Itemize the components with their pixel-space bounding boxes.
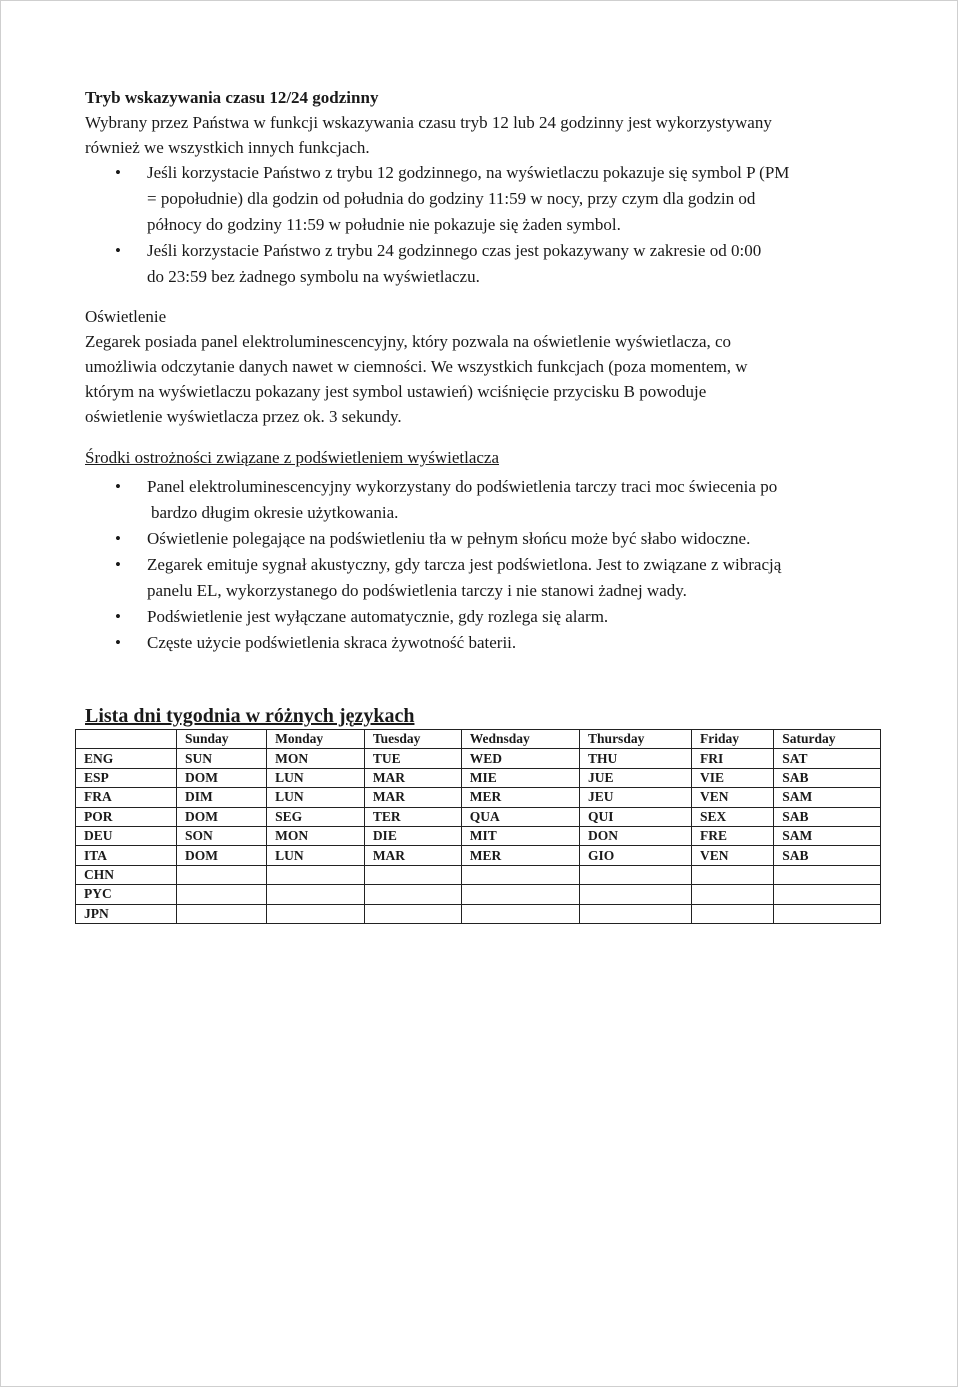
bullet-line: panelu EL, wykorzystanego do podświetlenia tarczy i nie stanowi żadnej wady.	[147, 581, 687, 600]
table-row	[76, 904, 881, 923]
table-cell: MON	[267, 826, 365, 845]
table-row	[76, 846, 881, 865]
table-cell: DOM	[177, 768, 267, 787]
table-cell: QUI	[580, 807, 692, 826]
table-cell	[580, 865, 692, 884]
bullet-line: Częste użycie podświetlenia skraca żywotność baterii.	[147, 633, 517, 652]
table-cell: SAB	[774, 846, 881, 865]
list-item	[85, 604, 885, 630]
list-item	[85, 474, 885, 526]
table-cell: MON	[267, 749, 365, 768]
table-row	[76, 865, 881, 884]
table-cell: SAT	[774, 749, 881, 768]
list-item	[85, 526, 885, 552]
table-cell: SEX	[691, 807, 773, 826]
table-cell: PYC	[76, 885, 177, 904]
section-title-lighting: Oświetlenie	[85, 307, 167, 326]
table-cell: VEN	[691, 846, 773, 865]
table-cell: MIT	[461, 826, 579, 845]
table-row	[76, 826, 881, 845]
table-cell: TUE	[364, 749, 461, 768]
table-cell	[461, 865, 579, 884]
section1-intro-line: Wybrany przez Państwa w funkcji wskazywania czasu tryb 12 lub 24 godzinny jest wykorzystywany	[85, 113, 772, 132]
table-cell: VIE	[691, 768, 773, 787]
bullet-icon: •	[115, 163, 121, 182]
table-cell	[267, 885, 365, 904]
section2-line: Zegarek posiada panel elektroluminescencyjny, który pozwala na oświetlenie wyświetlacza, co	[85, 332, 732, 351]
table-cell: ESP	[76, 768, 177, 787]
weekday-table-body	[76, 730, 881, 924]
table-cell	[364, 904, 461, 923]
table-cell	[177, 904, 267, 923]
bullet-icon: •	[115, 241, 121, 260]
table-header-cell: Thursday	[580, 730, 692, 749]
section2-line: którym na wyświetlaczu pokazany jest symbol ustawień) wciśnięcie przycisku B powoduje	[85, 382, 707, 401]
table-cell: FRA	[76, 788, 177, 807]
section-title-precautions: Środki ostrożności związane z podświetleniem wyświetlacza	[85, 448, 500, 467]
table-header-cell: Wednsday	[461, 730, 579, 749]
table-cell: MAR	[364, 788, 461, 807]
table-cell: MAR	[364, 768, 461, 787]
bullet-icon: •	[115, 607, 121, 626]
section-title-time-mode: Tryb wskazywania czasu 12/24 godzinny	[85, 88, 379, 107]
bullet-line: Panel elektroluminescencyjny wykorzystany do podświetlenia tarczy traci moc świecenia po	[147, 477, 778, 496]
table-cell: ITA	[76, 846, 177, 865]
table-cell: DIM	[177, 788, 267, 807]
bullet-line: Oświetlenie polegające na podświetleniu tła w pełnym słońcu może być słabo widoczne.	[147, 529, 751, 548]
table-row	[76, 788, 881, 807]
section1-intro-line: również we wszystkich innych funkcjach.	[85, 138, 370, 157]
table-header-cell: Friday	[691, 730, 773, 749]
table-cell: MER	[461, 846, 579, 865]
table-cell: DON	[580, 826, 692, 845]
list-item	[85, 238, 885, 290]
table-row	[76, 807, 881, 826]
table-header-cell	[76, 730, 177, 749]
document-body	[85, 85, 885, 656]
table-cell	[461, 904, 579, 923]
bullet-line: Jeśli korzystacie Państwo z trybu 24 godzinnego czas jest pokazywany w zakresie od 0:00	[147, 241, 762, 260]
table-cell	[267, 904, 365, 923]
table-cell: LUN	[267, 768, 365, 787]
bullet-icon: •	[115, 477, 121, 496]
table-cell: ENG	[76, 749, 177, 768]
table-row	[76, 768, 881, 787]
table-cell: SAB	[774, 768, 881, 787]
weekday-table	[75, 729, 881, 924]
table-cell	[267, 865, 365, 884]
table-cell: LUN	[267, 788, 365, 807]
list-item	[85, 160, 885, 238]
table-cell: SUN	[177, 749, 267, 768]
table-cell: MER	[461, 788, 579, 807]
table-cell	[364, 865, 461, 884]
table-cell	[461, 885, 579, 904]
table-cell	[691, 885, 773, 904]
table-cell: SAB	[774, 807, 881, 826]
table-header-cell: Monday	[267, 730, 365, 749]
table-cell: SON	[177, 826, 267, 845]
table-cell: SAM	[774, 826, 881, 845]
table-cell: THU	[580, 749, 692, 768]
table-cell	[691, 865, 773, 884]
table-cell: DOM	[177, 807, 267, 826]
table-cell: GIO	[580, 846, 692, 865]
table-row	[76, 885, 881, 904]
table-cell: SEG	[267, 807, 365, 826]
table-cell	[177, 885, 267, 904]
list-item	[85, 630, 885, 656]
table-header-cell: Sunday	[177, 730, 267, 749]
table-cell: FRE	[691, 826, 773, 845]
table-cell: SAM	[774, 788, 881, 807]
table-cell	[177, 865, 267, 884]
table-cell: LUN	[267, 846, 365, 865]
table-cell: WED	[461, 749, 579, 768]
table-cell: DIE	[364, 826, 461, 845]
table-cell: DOM	[177, 846, 267, 865]
bullet-icon: •	[115, 529, 121, 548]
table-cell	[364, 885, 461, 904]
section-title-weekdays: Lista dni tygodnia w różnych językach	[85, 705, 415, 727]
table-cell	[774, 885, 881, 904]
table-header-row	[76, 730, 881, 749]
list-item	[85, 552, 885, 604]
table-header-cell: Tuesday	[364, 730, 461, 749]
table-cell: VEN	[691, 788, 773, 807]
bullet-line: = popołudnie) dla godzin od południa do godziny 11:59 w nocy, przy czym dla godzin od	[147, 189, 756, 208]
table-cell: MAR	[364, 846, 461, 865]
table-row	[76, 749, 881, 768]
table-cell: DEU	[76, 826, 177, 845]
bullet-icon: •	[115, 555, 121, 574]
table-cell: MIE	[461, 768, 579, 787]
table-cell: JPN	[76, 904, 177, 923]
table-cell: CHN	[76, 865, 177, 884]
section1-bullet-list	[85, 160, 885, 290]
bullet-line: do 23:59 bez żadnego symbolu na wyświetlaczu.	[147, 267, 480, 286]
bullet-line: Podświetlenie jest wyłączane automatycznie, gdy rozlega się alarm.	[147, 607, 609, 626]
table-cell: POR	[76, 807, 177, 826]
section2-line: umożliwia odczytanie danych nawet w ciemności. We wszystkich funkcjach (poza momentem, w	[85, 357, 748, 376]
table-cell	[580, 885, 692, 904]
bullet-line: północy do godziny 11:59 w południe nie pokazuje się żaden symbol.	[147, 215, 621, 234]
bullet-line: Zegarek emituje sygnał akustyczny, gdy tarcza jest podświetlona. Jest to związane z wibracją	[147, 555, 782, 574]
table-cell	[774, 904, 881, 923]
table-cell	[691, 904, 773, 923]
table-cell	[774, 865, 881, 884]
section3-bullet-list	[85, 474, 885, 656]
table-header-cell: Saturday	[774, 730, 881, 749]
table-cell: FRI	[691, 749, 773, 768]
table-cell	[580, 904, 692, 923]
bullet-line: Jeśli korzystacie Państwo z trybu 12 godzinnego, na wyświetlaczu pokazuje się symbol P (PM	[147, 163, 790, 182]
bullet-icon: •	[115, 633, 121, 652]
table-cell: QUA	[461, 807, 579, 826]
table-cell: JEU	[580, 788, 692, 807]
section2-line: oświetlenie wyświetlacza przez ok. 3 sekundy.	[85, 407, 402, 426]
table-cell: JUE	[580, 768, 692, 787]
bullet-line: bardzo długim okresie użytkowania.	[151, 503, 399, 522]
table-cell: TER	[364, 807, 461, 826]
